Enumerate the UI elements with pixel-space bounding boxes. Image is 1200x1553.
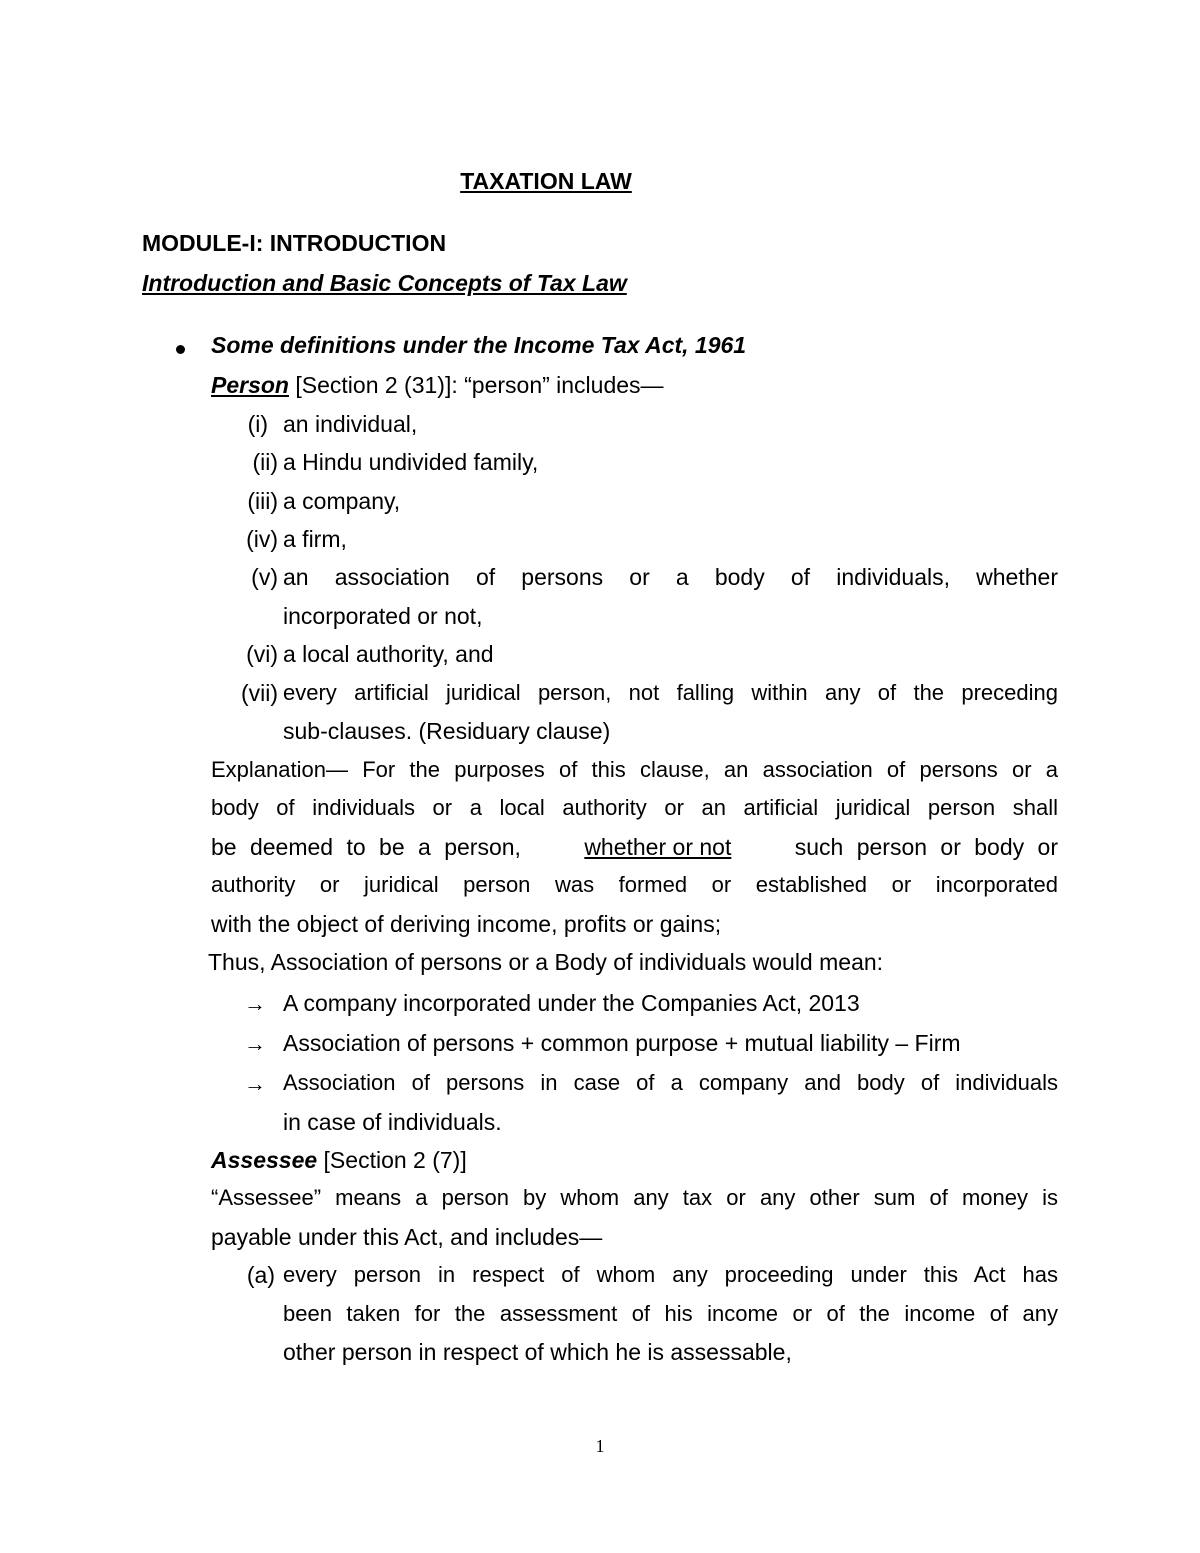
explanation-text: be deemed to be a person, bbox=[211, 834, 521, 860]
assessee-term: Assessee bbox=[211, 1147, 318, 1173]
explanation-line: with the object of deriving income, profits or gains; bbox=[211, 911, 722, 937]
person-definition-line bbox=[211, 372, 664, 399]
explanation-line: Explanation— For the purposes of this clause, an association of persons or a bbox=[211, 757, 1058, 782]
clause-number: (i) bbox=[247, 411, 268, 437]
clause-text-continued: sub-clauses. (Residuary clause) bbox=[283, 718, 611, 744]
list-item: Association of persons in case of a company and body of individuals bbox=[283, 1070, 1058, 1095]
thus-line: Thus, Association of persons or a Body of individuals would mean: bbox=[208, 949, 884, 975]
clause-number: (ii) bbox=[252, 449, 278, 475]
explanation-text: such person or body or bbox=[794, 834, 1058, 860]
explanation-line bbox=[211, 834, 1058, 861]
clause-number: (iv) bbox=[246, 526, 278, 552]
clause-text: a local authority, and bbox=[283, 641, 494, 667]
clause-number: (iii) bbox=[247, 488, 278, 514]
whether-or-not-emphasis: whether or not bbox=[584, 834, 732, 860]
person-term: Person bbox=[211, 372, 289, 398]
bullet-heading: Some definitions under the Income Tax Act, 1961 bbox=[211, 332, 747, 358]
arrow-right-icon: → bbox=[244, 1031, 266, 1056]
list-item-continued: in case of individuals. bbox=[283, 1109, 502, 1135]
assessee-text: payable under this Act, and includes— bbox=[211, 1224, 603, 1250]
bullet-icon bbox=[176, 345, 185, 354]
clause-text: a firm, bbox=[283, 526, 347, 552]
clause-number: (vi) bbox=[246, 641, 278, 667]
clause-text-continued: incorporated or not, bbox=[283, 603, 483, 629]
list-item: Association of persons + common purpose + mutual liability – Firm bbox=[283, 1030, 961, 1056]
assessee-clause-text: every person in respect of whom any proceeding under this Act has bbox=[283, 1262, 1058, 1287]
assessee-definition-line bbox=[211, 1147, 467, 1174]
arrow-right-icon: → bbox=[244, 1071, 266, 1096]
person-section: [Section 2 (31)]: “person” includes— bbox=[288, 372, 664, 398]
assessee-section: [Section 2 (7)] bbox=[317, 1147, 467, 1173]
clause-text: a company, bbox=[283, 488, 401, 514]
assessee-clause-text: other person in respect of which he is assessable, bbox=[283, 1339, 792, 1365]
section-subheading: Introduction and Basic Concepts of Tax Law bbox=[142, 270, 627, 296]
clause-text: an association of persons or a body of individuals, whether bbox=[283, 564, 1058, 590]
clause-text: every artificial juridical person, not falling within any of the preceding bbox=[283, 680, 1058, 705]
list-item: A company incorporated under the Companies Act, 2013 bbox=[283, 990, 860, 1016]
document-title: TAXATION LAW bbox=[460, 168, 632, 194]
clause-text: a Hindu undivided family, bbox=[283, 449, 539, 475]
arrow-right-icon: → bbox=[244, 991, 266, 1016]
clause-number: (v) bbox=[251, 564, 278, 590]
page-number: 1 bbox=[595, 1436, 605, 1456]
assessee-text: “Assessee” means a person by whom any tax or any other sum of money is bbox=[211, 1185, 1058, 1210]
assessee-clause-text: been taken for the assessment of his income or of the income of any bbox=[283, 1301, 1058, 1326]
explanation-line: body of individuals or a local authority or an artificial juridical person shall bbox=[211, 795, 1058, 820]
clause-number: (a) bbox=[246, 1262, 275, 1288]
clause-text: an individual, bbox=[283, 411, 418, 437]
clause-number: (vii) bbox=[240, 680, 278, 706]
module-heading: MODULE-I: INTRODUCTION bbox=[142, 230, 447, 256]
explanation-line: authority or juridical person was formed or established or incorporated bbox=[211, 872, 1058, 897]
